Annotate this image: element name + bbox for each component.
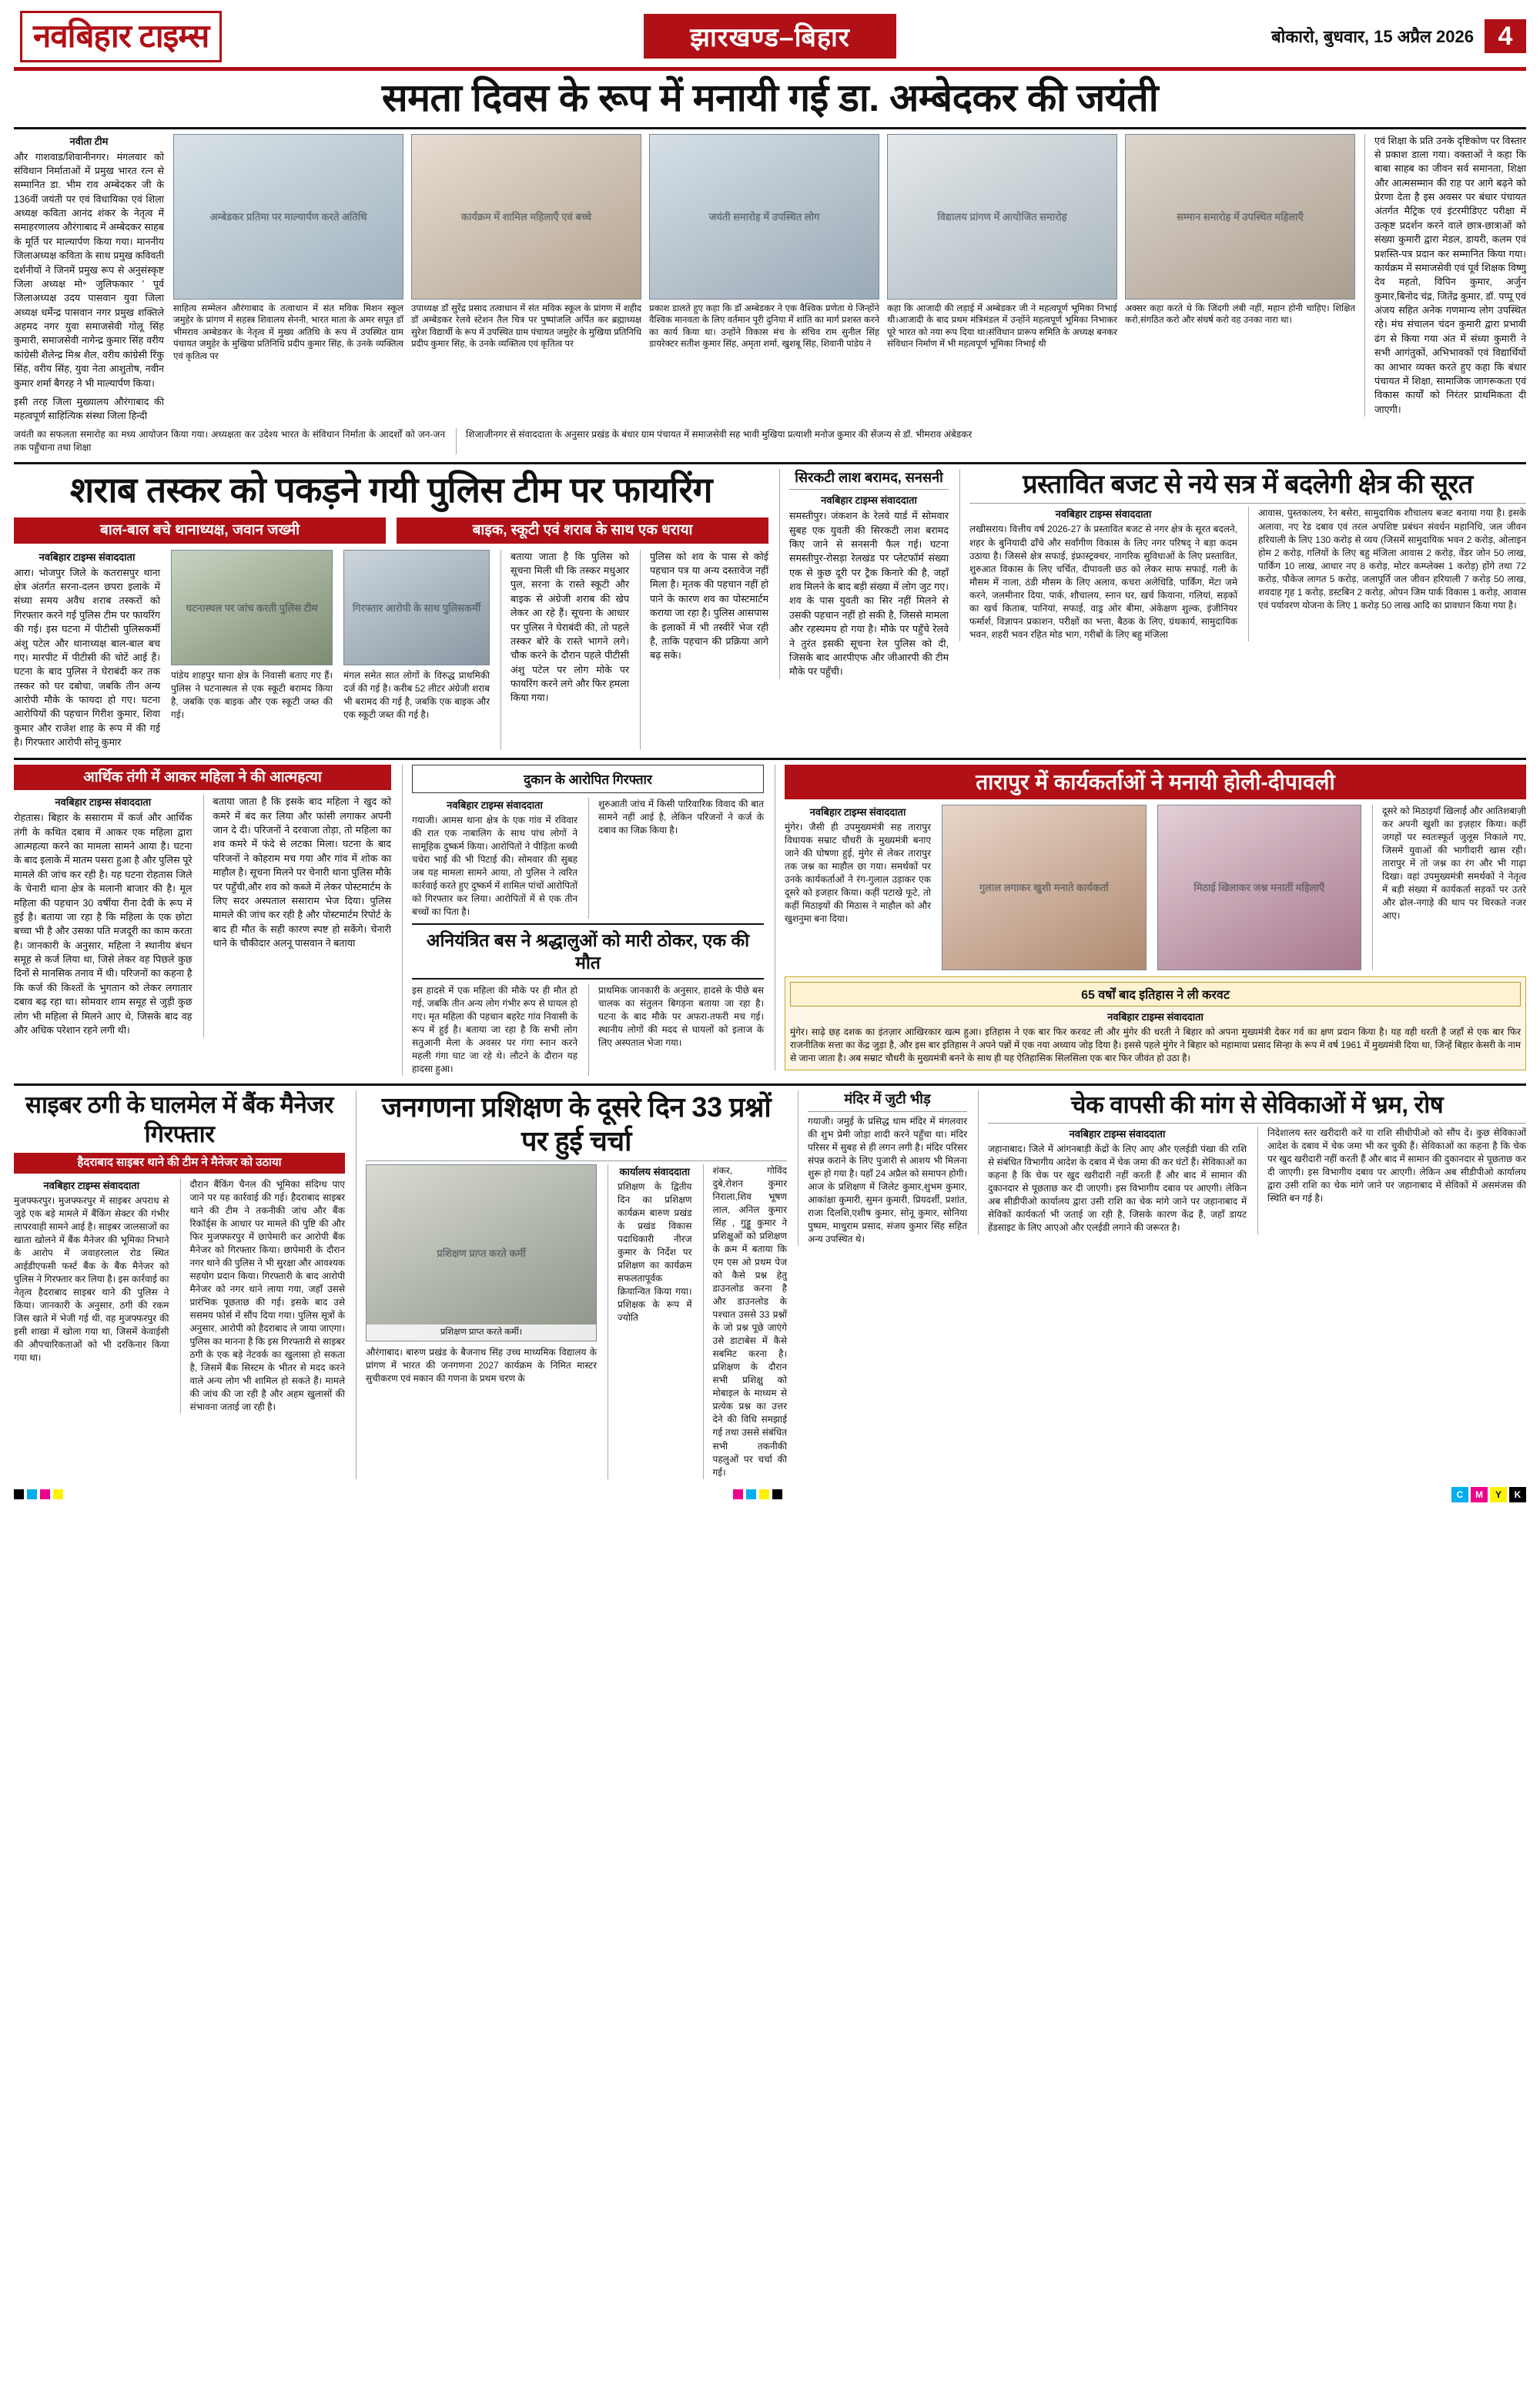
liquor-text4: बताया जाता है कि पुलिस को सूचना मिली थी कि तस्कर मधुआर पुल, सरना के रास्ते स्कूटी और बाइक से अंग्रेजी शराब की खेप लेकर आ रहे हैं। सूचना के आधार पर पुलिस ने घेराबंदी की, तो पहले तस्कर बोरे के रास्ते भागने लगे। चौक करने के दौरान पहले पीटीसी अंशु पटेल पर लोग मोके पर फायरिंग करने लगे और फिर हमला किया गया।: [511, 551, 629, 704]
dot-magenta-2: [733, 1489, 743, 1499]
census-col3: [703, 1164, 788, 1479]
sevika-headline: चेक वापसी की मांग से सेविकाओं में भ्रम, रोष: [1070, 1091, 1444, 1119]
liquor-col1: [14, 550, 160, 750]
temple-headline: मंदिर में जुटी भीड़: [844, 1091, 931, 1107]
dot-magenta: [40, 1489, 50, 1499]
photo-caption-holi2: मिठाई खिलाकर जश्न मनातीं महिलाएँ: [1194, 882, 1325, 893]
edition-band: झारखण्ड–बिहार: [644, 14, 896, 59]
sevika-body-row: [988, 1127, 1526, 1234]
liquor-body-row: [14, 550, 768, 750]
census-text1: औरंगाबाद। बारुण प्रखंड के बैजनाथ सिंह उच्च माध्यमिक विद्यालय के प्रांगण में भारत की जनगणना 2027 कार्यक्रम के निमित मास्टर सुचीकरण एवं मकान की गणना के प्रथम चरण के: [366, 1346, 597, 1384]
holi-body-row: [785, 805, 1526, 970]
lead-story: [14, 75, 1526, 454]
bus-pull-quote: अनियंत्रित बस ने श्रद्धालुओं को मारी ठोकर, एक की मौत: [412, 923, 764, 980]
fourth-band: [14, 1090, 1526, 1479]
suicide-byline: नवबिहार टाइम्स संवाददाता: [55, 796, 152, 809]
torso-byline: नवबिहार टाइम्स संवाददाता: [821, 494, 917, 507]
bus-bottom-row: [412, 984, 764, 1076]
lead-right-extra2: शिजाजीनगर से संवाददाता के अनुसार प्रखंड के बंधार ग्राम पंचायत में समाजसेवी सह भावी मुखिया प्रत्याशी मनोज कुमार की सेंजन्य से डॉ. भीमराव अंबेडकर: [456, 428, 1526, 454]
lead-right-column: [1364, 134, 1526, 417]
photo-ambedkar-2: [411, 134, 641, 300]
liquor-photo-col2: [343, 550, 490, 750]
budget-text2: आवास, पुस्तकालय, रेन बसेरा, सामुदायिक शौचालय बजट बनाया गया है। इसके अलावा, नए रेड दबाव एवं तरल अपशिष्ट प्रबंधन संवर्धन महानिधि, जल जीवन हरियाली के लिए 130 करोड़ से व्यय (जिसमें सामुदायिक भवन 2 करोड़, ओलाइन होम 2 करोड़, गलियों के लिए बहु मंजिला आवास 2 करोड़, वेंडर जोन 50 लाख, पार्किंग 10 लाख, आधार नए 8 करोड़, मोटर कम्प्लेक्स 1 करोड़) होंगे तथा 72 करोड़, पौकेज लागत 5 करोड़, जलापूर्ति जल जीवन हरियाली 7 करोड़ 50 लाख, शवदाह गृह 1 करोड़, डस्टबिन 2 करोड़, ओपन जिम पार्क विकास 1 करोड़, आवास एवं पर्यावरण योजना के लिए 1 करोड़ 50 लाख आदि का प्रावधान किया गया है।: [1258, 507, 1526, 611]
masthead-logo: [14, 11, 345, 62]
bus-text4: शुरुआती जांच में किसी पारिवारिक विवाद की बात सामने नहीं आई है, लेकिन परिजनों ने कर्ज के दबाव का जिक्र किया है।: [598, 798, 764, 836]
census-photo-col: [366, 1164, 597, 1479]
sevika-byline: नवबिहार टाइम्स संवाददाता: [1069, 1127, 1166, 1140]
lead-photo-row: [173, 134, 1355, 300]
divider: [14, 758, 1526, 760]
story-budget: [959, 469, 1526, 641]
story-sevika-cheque: [978, 1090, 1526, 1234]
edition-band-wrap: [345, 11, 1195, 62]
color-dots-mid: [733, 1489, 782, 1499]
lead-sub-row: [14, 428, 1526, 454]
photo-caption-2: कार्यक्रम में शामिल महिलाएँ एवं बच्चे: [460, 211, 592, 223]
photo-census-training: [366, 1164, 597, 1341]
dot-black-2: [772, 1489, 782, 1499]
registration-colorbar: [14, 1487, 1526, 1502]
cyber-text2: दौरान बैंकिंग चैनल की भूमिका संदिग्ध पाए जाने पर यह कार्रवाई की गई। हैदराबाद साइबर थाने की टीम ने तकनीकी जांच और बैंक रिकॉर्ड्स के आधार पर मामले की पुष्टि की और फिर मुजफ्फरपुर में छापेमारी कर आरोपी बैंक मैनेजर को गिरफ्तार किया। छापेमारी के दौरान नगर थाने की पुलिस ने भी सुरक्षा और आवश्यक सहयोग प्रदान किया। गिरफ्तारी के बाद आरोपी मैनेजर को नगर थाने लाया गया, जहाँ उससे प्रारंभिक पूछताछ की गई। इसके बाद उसे ससमय फोर्स में सौंप दिया गया। पुलिस सूत्रों के अनुसार, आरोपी को हैदराबाद ले जाया जाएगा। पुलिस का मानना है कि इस गिरफ्तारी से साइबर ठगी के एक बड़े नेटवर्क का खुलासा हो सकता है, जिसमें बैंक सिस्टम के भीतर से मदद करने वाले अन्य लोग भी शामिल हो सकते हैं। मामले की जांच की जा रही है और अहम खुलासों की संभावना जताई जा रही है।: [189, 1178, 345, 1413]
cyber-col1: [14, 1178, 169, 1415]
story-temple-crowd: [798, 1090, 967, 1246]
lead-photo-block: [173, 134, 1355, 363]
temple-text: गयाजी। जमुई के प्रसिद्ध धाम मंदिर में मंगलवार की शुभ प्रेमी जोड़ा शादी करने पहुँचा था। मंदिर परिसर में सुबह से ही लगन लगी है। मंदिर परिसर संपन्न कराने के लिए पुजारी से आशय भी मिलना शुरू हो गया है। यहाँ 24 अप्रैल को समापन होगी। आज के प्रशिक्षण में जिलेट कुमार,शुभम कुमार, आकांक्षा कुमारी, सुमन कुमारी, प्रियदर्शी, प्रशांत, राजा दिलशि,एशीष कुमार, सोनू कुमार, सोनिया पुष्पम, माधुराम प्रसाद, संजय कुमार सिंह सहित अन्य उपस्थित थे।: [808, 1115, 967, 1245]
suicide-headline: आर्थिक तंगी में आकर महिला ने की आत्महत्या: [14, 765, 391, 791]
third-band: [14, 765, 1526, 1077]
lead-cap1: साहित्य सम्मेलन औरंगाबाद के तत्वाधान में संत मविक मिशन स्कूल जमुहेर के प्रांगण में सहस्त्र शिवालय सेननी, भारत माता के अमर सपूत डॉ भीमराव अम्बेडकर के नेतृत्व में मुख्य अतिथि के रूप में उपस्थित ग्राम पंचायत जमुहेर के मुखिया प्रतिनिधि प्रदीप कुमार सिंह, के उनके व्यक्तित्व एवं कृतित्व पर: [173, 303, 403, 362]
suicide-col2: [203, 795, 392, 1037]
lead-col1b: इसी तरह जिला मुख्यालय औरंगाबाद की महत्वपूर्ण साहित्यिक संस्था जिला हिन्दी: [14, 396, 164, 422]
sevika-col1: [988, 1127, 1247, 1234]
photo-caption-5: सम्मान समारोह में उपस्थित महिलाएँ: [1177, 211, 1304, 223]
photo-ambedkar-4: [887, 134, 1117, 300]
lead-grid: [14, 134, 1526, 424]
liquor-redbar-right: बाइक, स्कूटी एवं शराब के साथ एक धराया: [397, 517, 768, 544]
liquor-headline: शराब तस्कर को पकड़ने गयी पुलिस टीम पर फायरिंग: [69, 469, 713, 510]
holi-headline: तारापुर में कार्यकर्ताओं ने मनायी होली-दीपावली: [785, 765, 1526, 799]
lead-cap4: कहा कि आजादी की लड़ाई में अम्बेडकर जी ने महत्वपूर्ण भूमिका निभाई थी।आजादी के बाद प्रथम मंत्रिमंडल में उन्होंने महत्वपूर्ण भूमिका निभाकर पूरे भारत को नया रूप दिया था।संविधान प्रारूप समिति के अध्यक्ष बनकर संविधान निर्माण में भी महत्वपूर्ण भूमिका निभाई थी: [887, 303, 1117, 350]
dot-cyan: [27, 1489, 37, 1499]
lead-col1: और गाशवाड/शिवानीनगर। मंगलवार को संविधान निर्माताओं में प्रमुख भारत रत्न से सम्मानित डा. भीम राव अम्बेदकर जी के 136वीं जयंती पर एवं विधायिका एवं शिला अध्यक्ष कविता आनंद शंकर के नेतृत्व में समाहरणालय औरंगाबाद में अम्बेदकर साहब के मूर्ति पर माल्यार्पण किया गया। माननीय जिलाअध्यक्ष कविता के साथ प्रमुख कविवती दर्शनीयों ने जिनमें प्रमुख रूप से अनुसंस्कृष्ट जिला अध्यक्ष मो॰ जुलिफकार ' पूर्व जिलाअध्यक्ष उदय पासवान युवा जिला अध्यक्ष धर्मेन्द्र पासवान नगर प्रमुख शक्तिले अहमद नगर युवा समाजसेवी गोलू सिंह कुमारी, समाजसेवी नागेन्द्र कुमार सिंह वरीय कांग्रेसी शैलेन्द्र मिश्र शैल, वरीय कांग्रेसी रिंकु सिंह, वरीय सिंह, युवा नेता आशुतोष, नवीन कुमार शर्मा बैगरह ने भी माल्यार्पण किया।: [14, 151, 164, 389]
color-dots-left: [14, 1489, 63, 1499]
photo-ambedkar-3: [649, 134, 879, 300]
liquor-col4: [500, 550, 629, 750]
liquor-redbars: [14, 517, 768, 544]
bus-text3: प्राथमिक जानकारी के अनुसार, हादसे के पीछे बस चालक का संतुलन बिगड़ना बताया जा रहा है। घटना के बाद मौके पर अफरा-तफरी मच गई। स्थानीय लोगों की मदद से घायलों को इलाज के लिए अस्पताल भेजा गया।: [588, 984, 764, 1076]
census-byline: कार्यालय संवाददाता: [619, 1165, 691, 1177]
sevika-col2: [1257, 1127, 1526, 1234]
bus-col-b: [588, 798, 764, 919]
history-box-text: मुंगेर। साढ़े छह दशक का इंतज़ार आखिरकार खत्म हुआ। इतिहास ने एक बार फिर करवट ली और मुंगेर की धरती ने बिहार को अपना मुख्यमंत्री देकर गर्व का क्षण प्रदान किया है। यह वही धरती है जहाँ से एक बार फिर राजनीतिक सत्ता का केंद्र जुड़ा है, और इस बार इतिहास ने अपने पन्नों में एक नया अध्याय जोड़ दिया है। इससे पहले मुंगेर ने बिहार को महामाया प्रसाद सिन्हा के रूप में वर्ष 1961 में मुख्यमंत्री दिया था, जिन्हें बिहार केसरी के नाम से जाना जाता है। अब सम्राट चौधरी के मुख्यमंत्री बनने के साथ ही यह ऐतिहासिक सिलसिला एक बार फिर जीवंत हो उठा है।: [790, 1026, 1521, 1063]
holi-col2: [1372, 805, 1526, 970]
liquor-redbar-left: बाल-बाल बचे थानाध्यक्ष, जवान जख्मी: [14, 517, 386, 544]
liquor-text5: पुलिस को शव के पास से कोई पहचान पत्र या अन्य दस्तावेज नहीं मिला है। मृतक की पहचान नहीं हो पाने के कारण शव का पोस्टमार्टम कराया जा रहा है। पुलिस आसपास के इलाकों में भी तस्वीरें भेज रही है, ताकि पहचान की प्रक्रिया आगे बढ़ सके।: [650, 551, 768, 661]
cmyk-marks: [1451, 1487, 1526, 1502]
lead-headline: समता दिवस के रूप में मनायी गई डा. अम्बेदकर की जयंती: [381, 75, 1159, 119]
photo-holi-celebration: [942, 805, 1147, 970]
photo-caption-police2: गिरफ्तार आरोपी के साथ पुलिसकर्मी: [352, 601, 481, 614]
dot-yellow-2: [759, 1489, 769, 1499]
cmyk-c: C: [1451, 1487, 1468, 1502]
divider: [14, 462, 1526, 464]
suicide-col1: [14, 795, 192, 1037]
page-number-badge: 4: [1485, 19, 1526, 53]
lead-city: नवीता टीम: [69, 135, 109, 147]
liquor-text3: मंगल समेत सात लोगों के विरुद्ध प्राथमिकी दर्ज की गई है। करीब 52 लीटर अंग्रेजी शराब भी बरामद की गई है, जबकि एक बाइक और एक स्कूटी जब्त की गई है।: [343, 669, 490, 720]
newspaper-title: नवबिहार टाइम्स: [20, 11, 222, 62]
story-torso-found: [779, 469, 949, 679]
cyber-body-row: [14, 1178, 345, 1415]
photo-ambedkar-1: [173, 134, 403, 300]
middle-block: [14, 469, 1526, 750]
story-bus-accident: [402, 765, 764, 1077]
photo-caption-3: जयंती समारोह में उपस्थित लोग: [708, 211, 820, 223]
census-body-row: [366, 1164, 787, 1479]
lead-cap5: अक्सर कहा करते थे कि जिंदगी लंबी नहीं, महान होनी चाहिए। शिक्षित करो,संगठित करो और संघर्ष करो वह उनका नारा था।: [1125, 303, 1355, 326]
holi-history-box: [785, 976, 1526, 1070]
photo-caption-1: अम्बेडकर प्रतिमा पर माल्यार्पण करते अतिथि: [209, 211, 367, 223]
census-col2: [608, 1164, 692, 1479]
budget-col1: [969, 507, 1237, 641]
lead-cap2: उपाध्यक्ष डॉ सुरेंद्र प्रसाद तत्वाधान में संत मविक स्कूल के प्रांगण में शहीद डॉ अम्बेडकर रेलवे स्टेशन तैल चित्र पर पुष्पांजलि अर्पित कर ब्रह्माध्यक्ष सुरेश विद्यार्थी के रूप में उपस्थित ग्राम पंचायत जमुहेर के मुखिया प्रतिनिधि प्रदीप कुमार सिंह, के उनके व्यक्तित्व एवं कृतित्व पर: [411, 303, 641, 350]
divider: [969, 503, 1526, 504]
lead-left-column: [14, 134, 164, 424]
bus-col-a: [412, 798, 578, 919]
bus-top-row: [412, 798, 764, 919]
suicide-text2: बताया जाता है कि इसके बाद महिला ने खुद को कमरे में बंद कर लिया और फांसी लगाकर अपनी जान दे दी। परिजनों ने दरवाजा तोड़ा, तो महिला का शव कमरे में फंदे से लटका मिला। घटना के बाद परिजनों ने कोहराम मच गया और गांव में शोक का माहौल है। सूचना मिलने पर चेनारी थाना पुलिस मौके पर पहुँची,और शव को कब्जे में लेकर पोस्टमार्टम के लिए सदर अस्पताल ससाराम भेज दिया। पुलिस मामले की जांच कर रही है और पोस्टमार्टम रिपोर्ट के बाद ही मौत के सही कारण स्पष्ट हो सकेंगे। चेनारी थाने के चौकीदार अलनू पासवान ने बताया: [213, 796, 391, 949]
holi-byline: नवबिहार टाइम्स संवाददाता: [809, 805, 906, 818]
dot-black: [14, 1489, 24, 1499]
cyber-headline: साइबर ठगी के घालमेल में बैंक मैनेजर गिरफ्तार: [25, 1091, 333, 1147]
liquor-col5: [640, 550, 768, 750]
story-census-training: [356, 1090, 787, 1479]
bus-box-head: दुकान के आरोपित गिरफ्तार: [412, 765, 764, 793]
divider: [789, 489, 949, 490]
budget-body-row: [969, 507, 1526, 641]
bus-text2: इस हादसे में एक महिला की मौके पर ही मौत हो गई, जबकि तीन अन्य लोग गंभीर रूप से घायल हो गए। मृत महिला की पहचान बहरेट गांव निवासी के रूप में हुई है। बताया जा रहा है कि सभी लोग सतुआनी मेला के अवसर पर गंगा स्नान करने महली गंगा घाट जा रहे थे। लौटने के दौरान यह हादसा हुआ।: [412, 985, 578, 1075]
budget-byline: नवबिहार टाइम्स संवाददाता: [1055, 508, 1152, 521]
lead-cap3: प्रकाश डालते हुए कहा कि डॉ अम्बेडकर ने एक वैश्विक प्रणेता थे जिन्होंने वैश्विक मानवता के लिए वर्तमान पूरी दुनिया में शांति का मार्ग प्रशस्त करने का कार्य किया था। उन्होंने विकास मंच के संचिव राम सुनील सिंह डायरेक्टर सतीश कुमार सिंह, अमृता शर्मा, खुशबू सिंह, शिवानी पांडेय ने: [649, 303, 879, 350]
lead-right-extra1: जयंती का सफलता समारोह का मध्य आयोजन किया गया। अध्यक्षता कर उदेश्य भारत के संविधान निर्माता के आदर्शों को जन-जन तक पहुँचाना तथा शिक्षा: [14, 428, 445, 453]
torso-headline: सिरकटी लाश बरामद, सनसनी: [795, 469, 943, 485]
liquor-text1: आरा। भोजपुर जिले के कतरासपुर थाना क्षेत्र अंतर्गत सरना-दलन छपरा इलाके में संध्या समय अवैध शराब तस्करों को गिरफ्तार करने गई पुलिस टीम पर फायरिंग की गई। इस घटना में पीटीसी पुलिसकर्मी अंशु पटेल और थानाध्यक्ष बाल-बाल बच गए। मारपीट में पीटीसी की चोटें आई हैं। घटना के बाद पुलिस ने घेराबंदी कर तक तस्कर को घर दबोचा, जबकि तीन अन्य आरोपी मौके के फायदा हो गए। घटना आरोपियों की पहचान गिरीश कुमार, शिवा कुमार और राजेश शाह के रूप में की गई है। गिरफ्तार आरोपी सोनू कुमार: [14, 567, 160, 749]
holi-col1: [785, 805, 931, 970]
holi-photos: [942, 805, 1147, 970]
photo-caption-holi: गुलाल लगाकर खुशी मनाते कार्यकर्ता: [979, 882, 1109, 893]
cyber-byline: नवबिहार टाइम्स संवाददाता: [43, 1179, 140, 1191]
suicide-text1: रोहतास। बिहार के ससाराम में कर्ज और आर्थिक तंगी के कथित दबाव में आकर एक महिला द्वारा आत्महत्या करने का मामला सामने आया है। घटना के बाद इलाके में मातम पसरा हुआ है और पुलिस पूरे मामले की जांच कर रही है। यह घटना रोहतास जिले के चेनारी थाना क्षेत्र के मलानी बाजार की है। मूल महिला की पहचान 30 वर्षीया रीना देवी के रूप में हुई है। बताया जा रहा है कि महिला के एक छोटा बच्चा भी है और उसका पति मजदूरी का काम करता है। जानकारी के अनुसार, महिला ने स्थानीय बंधन समूह से कर्ज लिया था, जिसे लेकर वह पिछले कुछ दिनों से मानसिक तनाव में थी। परिजनों का कहना है कि कर्ज की किश्तों के भुगतान को लेकर लगातार दबाव बढ़ रहा था। सोमवार शाम समूह से जुड़ी कुछ लोग भी महिला से मिलने आए थे, जिसके बाद वह और अधिक परेशान रहने लगी थी।: [14, 812, 192, 1036]
divider: [14, 1083, 1526, 1086]
liquor-photo-col: [171, 550, 333, 750]
masthead-right: [1195, 11, 1526, 62]
cyber-col2: [180, 1178, 346, 1415]
suicide-body-row: [14, 795, 391, 1037]
budget-headline: प्रस्तावित बजट से नये सत्र में बदलेगी क्षेत्र की सूरत: [1023, 469, 1473, 499]
liquor-text2: पांडेय शाहपुर थाना क्षेत्र के निवासी बताए गए हैं। पुलिस ने घटनास्थल से एक स्कूटी बरामद किया है, जबकि एक बाइक और एक स्कूटी जब्त की गई।: [171, 669, 333, 720]
sevika-text2: निदेशालय स्तर खरीदारी करें या राशि सीधीपीओ को सौंप दें। कुछ सेविकाओं आदेश के दबाव में चेक जमा भी कर चुकी हैं। सेविकाओं का कहना है कि चेक पर खुद खरीदारी नहीं करती हैं और बाद में सामान की दुकानदार से पूछताछ कर दी जाएगी। इस विभागीय दबाव पर आएगी। लेकिन अब सीडीपीओ कार्यालय द्वारा उसी राशि का चेक मांगे जाने पर जहानाबाद में सेविकों में असमंजस की स्थिति बन गई है।: [1267, 1127, 1526, 1204]
liquor-byline: नवबिहार टाइम्स संवाददाता: [38, 551, 136, 563]
dot-yellow: [53, 1489, 63, 1499]
history-box-head: 65 वर्षों बाद इतिहास ने ली करवट: [790, 982, 1521, 1006]
holi-text2: दूसरे को मिठाइयाँ खिलाईं और आतिशबाज़ी कर अपनी खुशी का इज़हार किया। कहीं जगहों पर स्वतःस्फूर्त जुलूस निकाले गए, जिसमें युवाओं की भागीदारी खास रही। तारापुर में तो जश्न का रंग और भी गाढ़ा दिखा। वहां उपमुख्यमंत्री समर्थकों ने नेतृत्व में बड़ी संख्या में कार्यकर्ता सड़कों पर उतरे और ढोल-नगाड़े की थाप पर थिरकते नजर आए।: [1382, 805, 1526, 921]
torso-text: समस्तीपुर। जंकशन के रेलवे यार्ड में सोमवार सुबह एक युवती की सिरकटी लाश बरामद किए जाने से सनसनी फैल गई। घटना समस्तीपुर-रोसड़ा रेलखंड पर प्लेटफॉर्म संख्या एक से कुछ दूरी पर ट्रैक किनारे की है, जहाँ शव मिलने के बाद बड़ी संख्या में लोग जुट गए। शव के पास युवती का सिर नहीं मिलने से उसकी पहचान नहीं हो सकी है, जिससे मामला और रहस्यमय हो गया है। मौके पर पहुँचे रेलवे ने तुरंत इसकी सूचना रेल पुलिस को दी, जिसके बाद आरपीएफ और जीआरपी की टीम मौके पर पहुँची।: [789, 511, 949, 678]
story-suicide: [14, 765, 391, 1038]
lead-right1: एवं शिक्षा के प्रति उनके दृष्टिकोण पर विस्तार से प्रकाश डाला गया। वक्ताओं ने कहा कि बाबा साहब का जीवन सर्व समानता, शिक्षा और आत्मसम्मान की राह पर आगे बढ़ने को प्रेरणा देता है इस अवसर पर बंधार पंचायत अंतर्गत मैट्रिक एवं इंटरमीडिएट परीक्षा में उत्कृष्ट प्रदर्शन करने वाले छात्र-छात्राओं को संख्या कुमारी द्वारा मेडल, डायरी, कलम एवं प्रशस्ति-पत्र प्रदान कर सम्मानित किया गया। कार्यक्रम में समाजसेवी एवं पूर्व शिक्षक विष्णु देव महतो, विपिन कुमार, अर्जुन कुमार,बिनोद चंद्र, जितेंद्र कुमार, डॉ. पप्पू एवं अंजय सहित अनेक गणमान्य लोग उपस्थित रहे। मंच संचालन चंदन कुमारी द्वारा प्रभावी ढंग से किया गया अंत में संध्या कुमारी ने सभी आगंतुकों, अभिभावकों एवं विद्यार्थियों का आभार व्यक्त करते हुए कहा कि बंधार पंचायत में शिक्षा, सामाजिक जागरूकता एवं विकास कार्यों को निरंतर प्राथमिकता दी जाएगी।: [1374, 135, 1526, 415]
census-headline: जनगणना प्रशिक्षण के दूसरे दिन 33 प्रश्नों पर हुई चर्चा: [381, 1091, 772, 1157]
holi-text1: मुंगेर। जैसी ही उपमुख्यमंत्री सह तारापुर विधायक सम्राट चौधरी के मुख्यमंत्री बनाए जाने की घोषणा हुई, मुंगेर से लेकर तारापुर तक जश्न का माहौल छा गया। समर्थकों पर उनके कार्यकर्ताओं ने रंग-गुलाल उड़ाकर एक दूसरे को इजहार किया। कहीं पटाखे फूटे, तो कहीं मिठाइयों की मिठास ने माहौल को और खुशनुमा बना दिया।: [785, 821, 931, 924]
history-box-byline: नवबिहार टाइम्स संवाददाता: [1107, 1010, 1204, 1023]
census-text2: प्रशिक्षण के द्वितीय दिन का प्रशिक्षण कार्यक्रम बारुण प्रखंड के प्रखंड विकास पदाधिकारी नीरज कुमार के निर्देश पर प्रशिक्षण का कार्यक्रम सफलतापूर्वक क्रियान्वित किया गया। प्रशिक्षक के रूप में ज्योति: [618, 1181, 692, 1324]
dot-cyan-2: [746, 1489, 756, 1499]
story-liquor-firing: [14, 469, 768, 750]
dateline: बोकारो, बुधवार, 15 अप्रैल 2026: [1271, 27, 1474, 47]
photo-caption-4: विद्यालय प्रांगण में आयोजित समारोह: [937, 211, 1067, 223]
divider: [14, 127, 1526, 129]
cyber-text1: मुजफ्फरपुर। मुजफ्फरपुर में साइबर अपराध से जुड़े एक बड़े मामले में बैंकिंग सेक्टर की गंभीर लापरवाही सामने आई है। साइबर जालसाजों का खाता खोलने में बैंक मैनेजर की भूमिका निभाने के आरोप में जवाहरलाल रोड स्थित आईडीएफसी फर्स्ट बैंक के बैंक मैनेजर को पुलिस ने गिरफ्तार कर लिया है। इस कार्रवाई का नेतृत्व हैदराबाद साइबर थाने की पुलिस ने किया। जानकारी के अनुसार, ठगी की रकम जिस खाते में भेजी गई थी, वह मुजफ्फरपुर की इसी शाखा में खोला गया था, जिसमें केवाईसी की औपचारिकताओं को भी दरकिनार किया गया था।: [14, 1194, 169, 1363]
story-cyber-fraud: [14, 1090, 345, 1414]
sevika-text1: जहानाबाद। जिले में आंगनबाड़ी केंद्रों के लिए आए और एलईडी पंखा की राशि से संबंधित विभागीय आदेश के दबाव में चेक जमा की कर घंटों हैं। सेविकाओं का कहना है कि चेक पर खुद खरीदारी नहीं करती हैं और बाद में सामान की दुकानदार से पूछताछ कर दी जाएगी। इस विभागीय दबाव पर आएगी। लेकिन अब सीडीपीओ कार्यालय द्वारा उसी राशि का चेक मांगे जाने पर जहानाबाद में सेविकों कार्यकर्ता भी जताई जा रही है, जिसके कारण केंद्र हैं, जहाँ डायट हेंडसाइट के लिए आएओ और एलईडी लगाने की जरूरत है।: [988, 1143, 1247, 1233]
story-holi-diwali: [775, 765, 1526, 1070]
census-photo-caption: प्रशिक्षण प्राप्त करते कर्मी।: [367, 1325, 596, 1341]
masthead: [14, 11, 1526, 71]
photo-holi-women: [1157, 805, 1362, 970]
budget-col2: [1248, 507, 1526, 641]
photo-caption-police: घटनास्थल पर जांच करती पुलिस टीम: [186, 601, 318, 614]
bus-text1: गयाजी। आमस थाना क्षेत्र के एक गांव में रविवार की रात एक नाबालिग के साथ पांच लोगों ने सामूहिक दुष्कर्म किया। आरोपितों ने पीड़िता कच्ची चचेरा भाई की भी पिटाई की। सोमवार की सुबह जब यह मामला सामने आया, तो पुलिस ने त्वरित कार्रवाई करते हुए दुष्कर्म में शामिल पांचों आरोपितों को गिरफ्तार कर लिया। आरोपितों में से एक तीन बच्चों का पिता है।: [412, 814, 578, 917]
holi-photos-2: [1157, 805, 1362, 970]
census-text3: शंकर, गोविंद दुबे,रोशन कुमार निराला,शिव भूषण लाल, अनिल कुमार सिंह , गुड्डू कुमार ने प्रशिक्षुओं को प्रशिक्षण के क्रम में बताया कि एम एस ओ प्रथम पेज को कैसे प्रश्न हेतु डाउनलोड करना है और डाउनलोड के पश्चात उससे 33 प्रश्नों के जो प्रश्न पूछे जाएंगे उसे डाटाबेस में कैसे सबमिट करना है। प्रशिक्षण के दौरान सभी प्रशिक्षु को मोबाइल के माध्यम से प्रत्येक प्रश्न का उत्तर देने की विधि समझाई गई तथा उससे संबंधित सभी तकनीकी पहलुओं पर चर्चा की गई।: [712, 1164, 787, 1478]
budget-text1: लखीसराय। वित्तीय वर्ष 2026-27 के प्रस्तावित बजट से नगर क्षेत्र के सूरत बदलने, शहर के बुनियादी ढाँचे और सर्वांगीण विकास के लिए नगर परिषद् ने बड़ा कदम उठाया है। जिससे क्षेत्र सफाई, इंफ्रास्ट्रक्चर, नागरिक सुविधाओं के लिए प्रस्तावित, शुरुआत विकास के लिए चर्चित, दीपावली छठ को लेकर साफ सफाई, गली के मौसम में नाला, ठंडी मौसम के लिए अलाव, कचरा अलेधिडि, पार्किंग, मेंटा जमे करने, जलमीनार दिया, पार्क, शौचालय, स्नान घर, खर्च कियाना, गलियां, सड़कों का खर्च किताब, पानियां, सफाई, वाड्र ओर बीमा, अंकेक्षण शुल्क, इंजीनियर फर्मार्श, विज्ञापन प्रकाशन, परीक्षों का भत्ता, बैठक के लिए, ग्रंथकार्य, सामुदायिक भवन, शहरी भवन रहित मोड भाग, गरीबों के लिए बहु मंजिला: [969, 524, 1237, 640]
photo-police-scene: [171, 550, 333, 665]
photo-caption-census: प्रशिक्षण प्राप्त करते कर्मी: [437, 1247, 526, 1259]
photo-police-arrest: [343, 550, 490, 665]
cyber-redbar: हैदराबाद साइबर थाने की टीम ने मैनेजर को उठाया: [14, 1153, 345, 1174]
cmyk-k: K: [1509, 1487, 1526, 1502]
lead-photo-captions: [173, 303, 1355, 363]
cmyk-y: Y: [1490, 1487, 1507, 1502]
divider: [808, 1111, 967, 1112]
divider: [366, 1160, 787, 1161]
bus-byline: नवबिहार टाइम्स संवाददाता: [447, 799, 543, 811]
cmyk-m: M: [1471, 1487, 1488, 1502]
photo-ambedkar-5: [1125, 134, 1355, 300]
divider: [988, 1123, 1526, 1124]
